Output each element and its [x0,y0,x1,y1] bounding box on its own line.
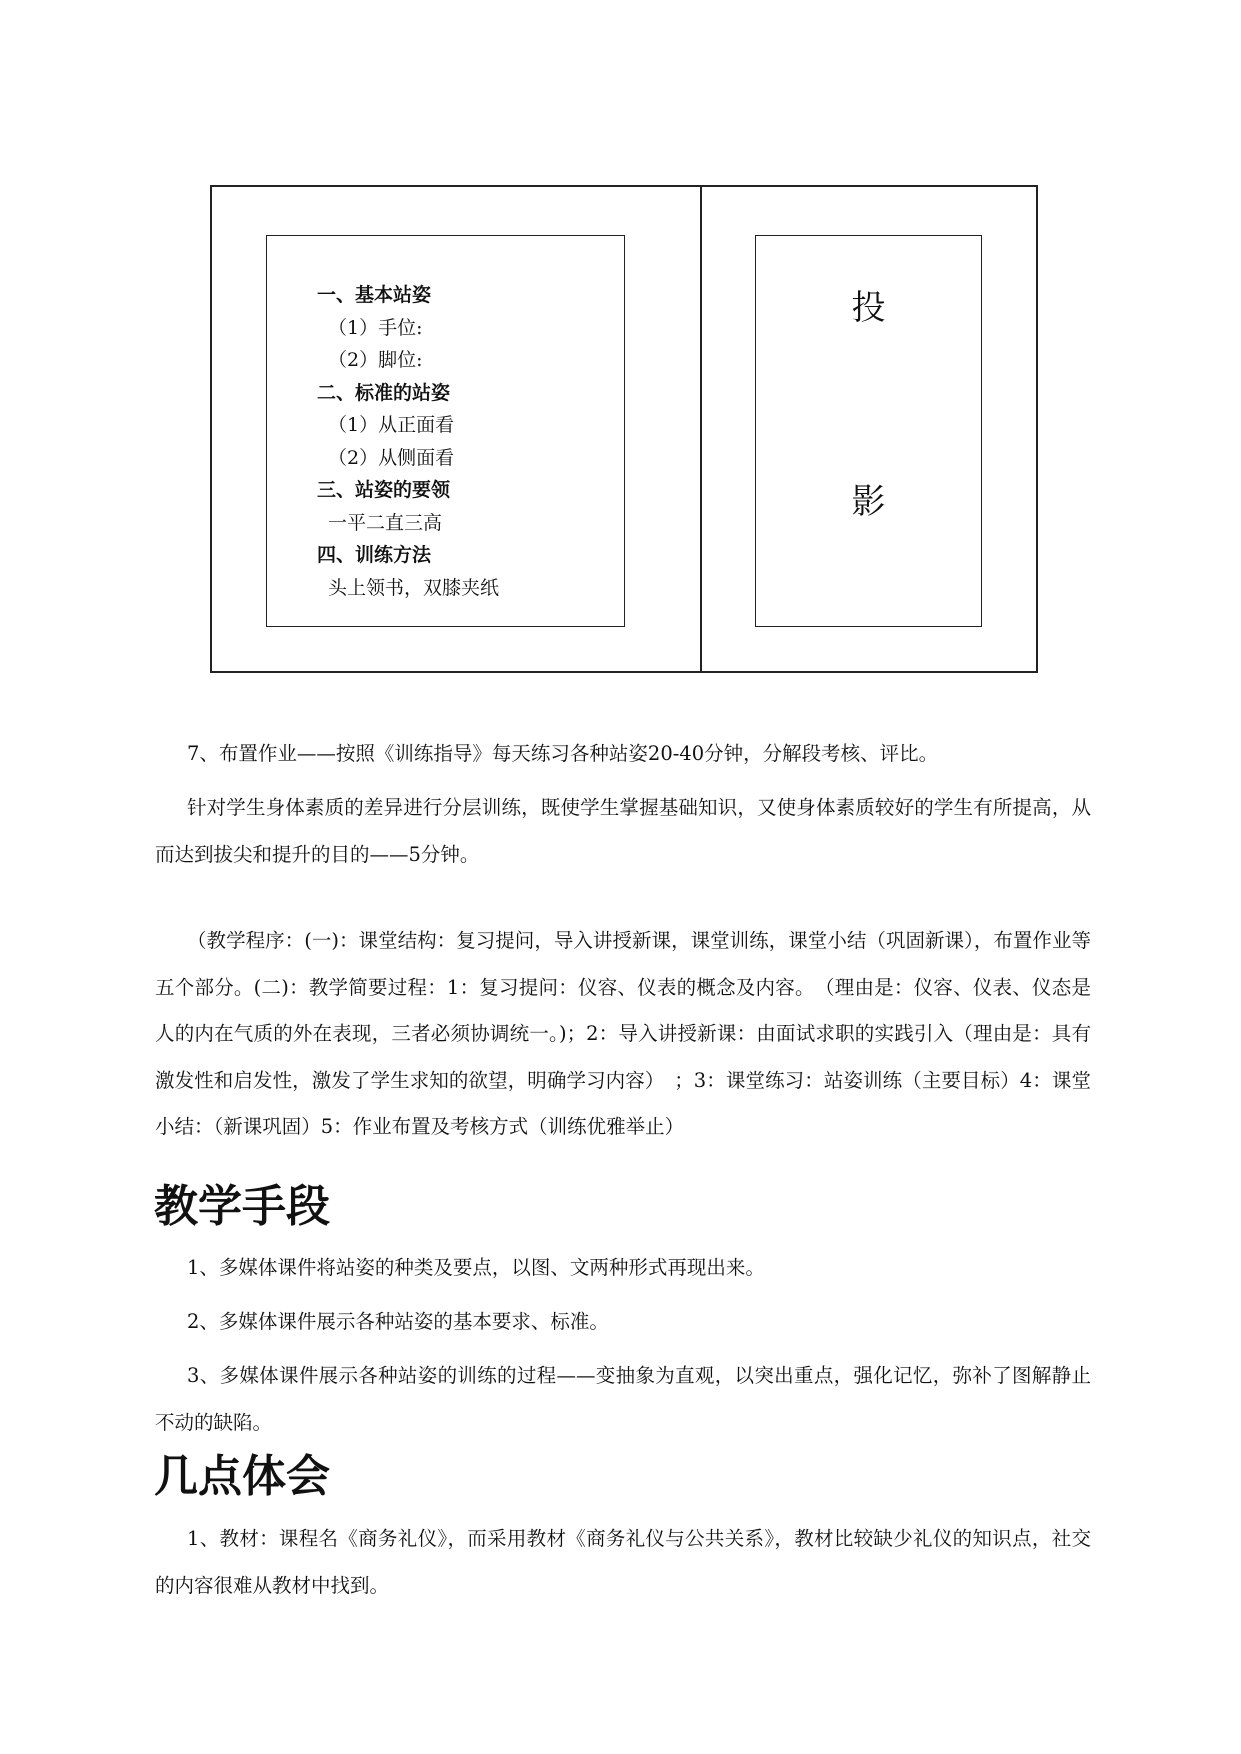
board-outline [317,279,499,604]
blackboard-design-diagram [210,185,1038,673]
list-item: 2、多媒体课件展示各种站姿的基本要求、标准。 [187,1310,609,1333]
outline-heading-3: 三、站姿的要领 [317,479,451,501]
section-heading-reflections: 几点体会 [154,1451,330,1502]
projection-char-1: 投 [851,288,886,328]
list-item: 1、教材：课程名《商务礼仪》，而采用教材《商务礼仪与公共关系》，教材比较缺少礼仪的知识点，社交的内容很难从教材中找到。 [155,1527,1091,1597]
outline-item: （1）手位: [328,316,423,339]
outline-item: 一平二直三高 [328,511,443,534]
list-item: 3、多媒体课件展示各种站姿的训练的过程——变抽象为直观，以突出重点，强化记忆，弥补了图解静止不动的缺陷。 [155,1364,1091,1434]
outline-heading-4: 四、训练方法 [317,544,432,566]
section-heading-teaching-methods: 教学手段 [154,1181,330,1232]
list-item: 1、多媒体课件将站姿的种类及要点，以图、文两种形式再现出来。 [187,1256,765,1279]
projection-box [755,235,982,627]
outline-heading-2: 二、标准的站姿 [317,381,451,404]
board-divider [700,187,702,671]
outline-heading-1: 一、基本站姿 [317,284,432,306]
projection-char-2: 影 [851,482,886,522]
outline-item: （1）从正面看 [328,414,455,436]
outline-item: （2）脚位: [328,349,423,371]
outline-item: 头上领书，双膝夹纸 [328,576,500,599]
paragraph-homework: 7、布置作业——按照《训练指导》每天练习各种站姿20-40分钟，分解段考核、评比。 [187,742,939,765]
outline-item: （2）从侧面看 [328,446,455,469]
paragraph-layered-training: 针对学生身体素质的差异进行分层训练，既使学生掌握基础知识，又使身体素质较好的学生有所提高，从而达到拔尖和提升的目的——5分钟。 [155,796,1091,866]
paragraph-teaching-procedure: （教学程序：(一)：课堂结构：复习提问，导入讲授新课，课堂训练，课堂小结（巩固新课），布置作业等五个部分。(二)：教学简要过程：1：复习提问：仪容、仪表的概念及内容。 （理由是：仪容、仪表、仪态是人的内在气质的外在表现，三者必须协调统一。)；2：导入讲授新课：由面试求职的实践引入（理由是：具有激发性和启发性，激发了学生求知的欲望，明确学习内容） ；3：课堂练习：站姿训练（主要目标）4：课堂小结：（新课巩固）5：作业布置及考核方式（训练优雅举止） [155,929,1091,1138]
